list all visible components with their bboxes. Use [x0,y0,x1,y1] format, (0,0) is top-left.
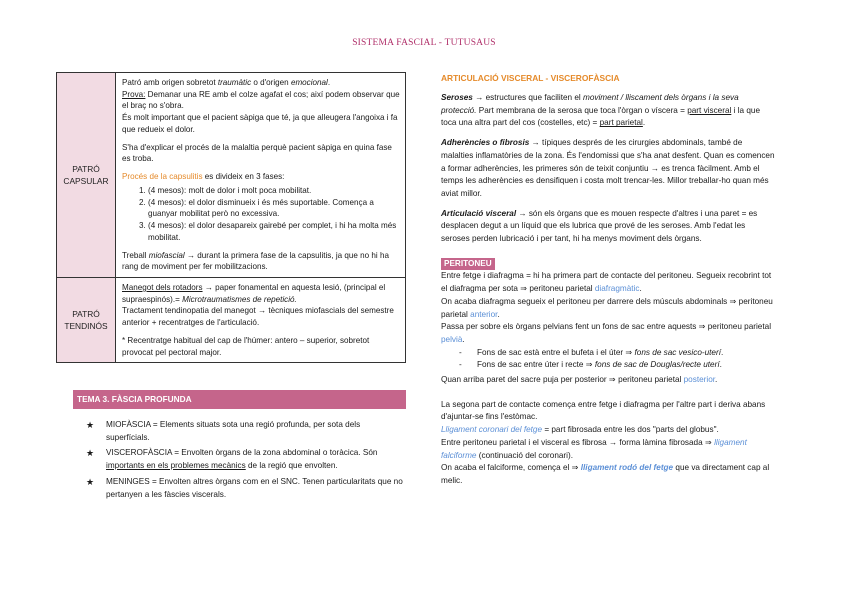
patro-table [56,72,406,363]
lligament-falciforme: Entre peritoneu parietal i el visceral es fibrosa → forma làmina fibrosada ⇒ lligament falciforme (continuació del coronari). [441,437,747,460]
peritoneu-paragraph: Quan arriba paret del sacre puja per posterior ⇒ peritoneu parietal posterior. [441,375,718,385]
lligament-rodo: On acaba el falciforme, comença el ⇒ lligament rodó del fetge que va directament cap al melic. [441,463,770,485]
explain-note: S'ha d'explicar el procés de la malaltia perquè pacient sàpiga en quina fase es troba. [122,142,392,164]
star-bullet-icon: ★ [86,476,95,487]
star-bullet-icon: ★ [86,448,95,459]
phases-intro: Procés de la capsulitis es divideix en 3 fases: [122,172,285,182]
tendinos-row [57,278,406,363]
visceral-heading: ARTICULACIÓ VISCERAL - VISCEROFÀSCIA [441,73,620,83]
peritoneu-badge: PERITONEU [441,258,495,271]
list-item: - Fons de sac entre úter i recte ⇒ fons de sac de Douglas/recte uterí. [477,359,776,372]
capsular-origin: Patró amb origen sobretot traumàtic o d'origen emocional. Prova: Demanar una RE amb el colze agafat el cos; així podem observar que el braç no s'obra. És molt important que el pacient sàpiga que té, ja que alleugera l'angoixa i fa que redueix el dolor. [122,78,400,134]
important-note: És molt important que el pacient sàpiga que té, ja que alleugera l'angoixa i fa que redueix el dolor. [122,113,398,134]
capsular-row [57,73,406,278]
work-note: Treball miofascial → durant la primera fase de la capsulitis, ja que no hi ha rang de moviment per fer mobilitzacions. [122,250,389,272]
lligament-coronari: Lligament coronari del fetge = part fibrosada entre les dos "parts del globus". [441,425,719,435]
tema3-header: TEMA 3. FÀSCIA PROFUNDA [73,390,406,409]
right-column [441,72,776,488]
peritoneu-paragraph: On acaba diafragma segueix el peritoneu per darrere dels músculs abdominals ⇒ peritoneu parietal anterior. [441,296,773,319]
fons-de-sac-list [441,347,776,372]
document-title: SISTEMA FASCIAL - TUTUSAUS [352,38,496,48]
capsular-content [116,73,406,278]
list-item: ★ VISCEROFÀSCIA = Envolten òrgans de la zona abdominal o toràcica. Són importants en els problemes mecànics de la regió que envolten. [86,448,378,471]
tendinos-label: PATRÓ TENDINÓS [57,278,116,363]
phase-item: 2. (4 mesos): el dolor disminueix i és més suportable. Comença a guanyar mobilitat però no excessiva. [148,197,400,220]
manegot-note: Manegot dels rotadors → paper fonamental en aquesta lesió, (principal el supraespinós).= Microtraumatismes de repetició. [122,283,386,304]
list-item: - Fons de sac està entre el bufeta i el úter ⇒ fons de sac vesico-uterí. [477,347,776,360]
tract-note: Tractament tendinopatia del manegot → tècniques miofascials del semestre anterior + recentratges de l'articulació. [122,306,394,328]
phase-item: 1. (4 mesos): molt de dolor i molt poca mobilitat. [148,185,400,197]
phases-list [122,185,400,244]
adherencies-paragraph: Adherències o fibrosis → típiques després de les cirurgies abdominals, també de malalties inflamatòries de la zona. És l'endomissi que s'ha anat desfent. Quan es comencen a formar adherències, les primeres són de teixit conjuntiu → es trenca fàcilment. Amb el temps les adherències es densifiquen i costa molt trencar-les. Millor treballar-ho quan més aviat millor. [441,138,775,198]
capsular-label: PATRÓ CAPSULAR [57,73,116,278]
list-item: ★ MENINGES = Envolten altres òrgans com en el SNC. Tenen particularitats que no pertanyen a les fàscies viscerals. [86,476,403,499]
articulacio-paragraph: Articulació visceral → són els òrgans que es mouen respecte d'altres i una paret = es desplacen degut a un líquid que els lubrica que prové de les seroses. Amb l'edat les seroses perden lubricació i per tant, hi ha menys moviment dels òrgans. [441,208,758,244]
tendinos-content [116,278,406,363]
seroses-paragraph: Seroses → estructures que faciliten el moviment / lliscament dels òrgans i la seva protecció. Part membrana de la serosa que toca l'òrgan o víscera = part visceral i la que toca una altra part del cos (costelles, etc) = part parietal. [441,93,761,128]
peritoneu-paragraph: Entre fetge i diafragma = hi ha primera part de contacte del peritoneu. Segueix recobrint tot el diafragma per sota ⇒ peritoneu parietal diafragmàtic. [441,271,772,294]
recentratge-note: * Recentratge habitual del cap de l'húmer: antero – superior, sobretot provocat pel pectoral major. [122,335,370,357]
list-item: ★ MIOFÀSCIA = Elements situats sota una regió profunda, per sota dels superfícials. [86,420,361,442]
star-bullet-icon: ★ [86,420,95,430]
segona-part-paragraph: La segona part de contacte comença entre fetge i diafragma per l'altre part i deriva abans d'ajuntar-se fins l'estòmac. [441,399,766,422]
tema3-list [86,419,406,504]
prova-label: Prova: [122,89,146,99]
peritoneu-paragraph: Passa per sobre els òrgans pelvians fent un fons de sac entre aquests ⇒ peritoneu parietal pelvià. [441,322,772,344]
phase-item: 3. (4 mesos): el dolor desapareix gairebé per complet, i hi ha molta més mobilitat. [148,220,400,243]
